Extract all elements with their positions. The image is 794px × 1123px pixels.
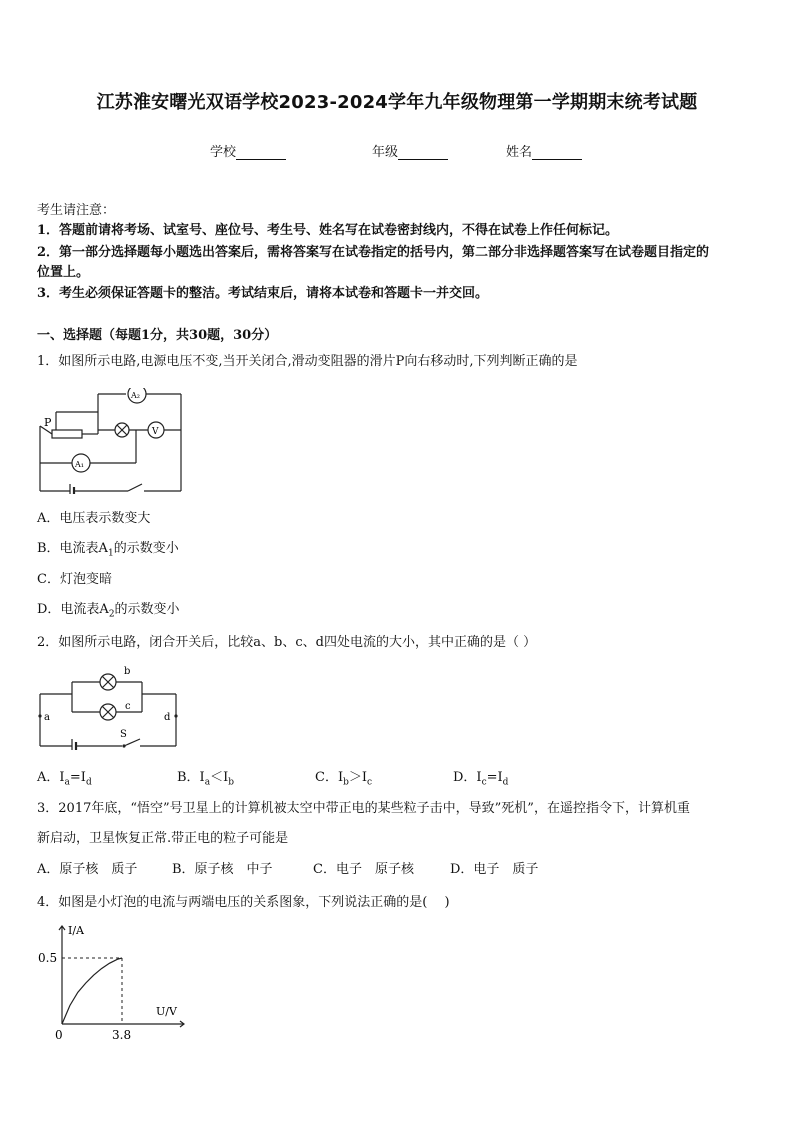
q4-iu-graph [34,920,194,1046]
q2-label-b: b [124,666,131,677]
notice-item-2: 2．第一部分选择题每小题选出答案后，需将答案写在试卷指定的括号内，第二部分非选择题答案写在试卷题目指定的 [37,245,710,260]
q1-circuit-figure [36,388,186,494]
notice-item-1: 1．答题前请将考场、试室号、座位号、考生号、姓名写在试卷密封线内，不得在试卷上作任何标记。 [37,223,619,238]
page-title: 江苏淮安曙光双语学校2023-2024学年九年级物理第一学期期末统考试题 [96,92,698,113]
q1-label-a2: A₂ [131,391,140,400]
grade-blank [398,145,448,160]
q1-stem: 1．如图所示电路,电源电压不变,当开关闭合,滑动变阻器的滑片P向右移动时,下列判断正确的是 [37,354,578,369]
q3-stem-line1: 3．2017年底，“悟空”号卫星上的计算机被太空中带正电的某些粒子击中，导致”死机”，在遥控指令下，计算机重 [37,801,690,816]
q2-option-c: C．$I_b>I_c$ [315,770,373,788]
notice-heading: 考生请注意： [37,203,116,218]
name-field [506,141,582,160]
q1-option-d: D．电流表$A_2$的示数变小 [37,602,180,620]
q2-option-a: A．$I_a=I_d$ [37,770,92,788]
q2-option-b: B．$I_a<I_b$ [177,770,234,788]
q2-label-a: a [44,712,50,723]
q2-label-d: d [164,712,171,723]
q3-option-b: B．原子核 中子 [172,862,273,877]
q1-option-b: B．电流表$A_1$的示数变小 [37,541,179,559]
q2-stem: 2．如图所示电路，闭合开关后，比较a、b、c、d四处电流的大小，其中正确的是（ ） [37,635,537,650]
notice-item-3: 3．考生必须保证答题卡的整洁。考试结束后，请将本试卷和答题卡一并交回。 [37,286,489,301]
q1-label-v: V [152,427,159,437]
school-blank [236,145,286,160]
q4-curve [62,958,122,1024]
grade-field [372,141,448,160]
school-field [210,141,286,160]
q4-y-tick-label: 0.5 [38,951,58,965]
q4-ylabel: I/A [68,924,84,937]
q4-x-tick-label: 3.8 [112,1028,132,1042]
q2-option-d: D．$I_c=I_d$ [453,770,509,788]
school-label: 学校 [210,145,237,160]
section-heading: 一、选择题（每题1分，共30题，30分） [37,328,278,343]
q1-option-c: C．灯泡变暗 [37,572,112,587]
q2-label-s: S [120,729,127,740]
q4-origin-label: 0 [55,1028,63,1042]
q2-label-c: c [125,701,131,712]
q3-option-d: D．电子 质子 [450,862,539,877]
grade-label: 年级 [372,145,399,160]
notice-item-2-cont: 位置上。 [37,265,90,280]
q1-label-p: P [44,416,52,429]
q4-xlabel: U/V [156,1005,177,1018]
name-blank [532,145,582,160]
q3-option-c: C．电子 原子核 [313,862,414,877]
q3-stem-line2: 新启动，卫星恢复正常.带正电的粒子可能是 [37,831,289,846]
q1-label-a1: A₁ [75,460,84,469]
name-label: 姓名 [506,145,533,160]
q4-stem: 4．如图是小灯泡的电流与两端电压的关系图象，下列说法正确的是( ) [37,895,450,910]
q3-option-a: A．原子核 质子 [37,862,138,877]
q2-circuit-figure [36,664,182,750]
q1-option-a: A．电压表示数变大 [37,511,151,526]
